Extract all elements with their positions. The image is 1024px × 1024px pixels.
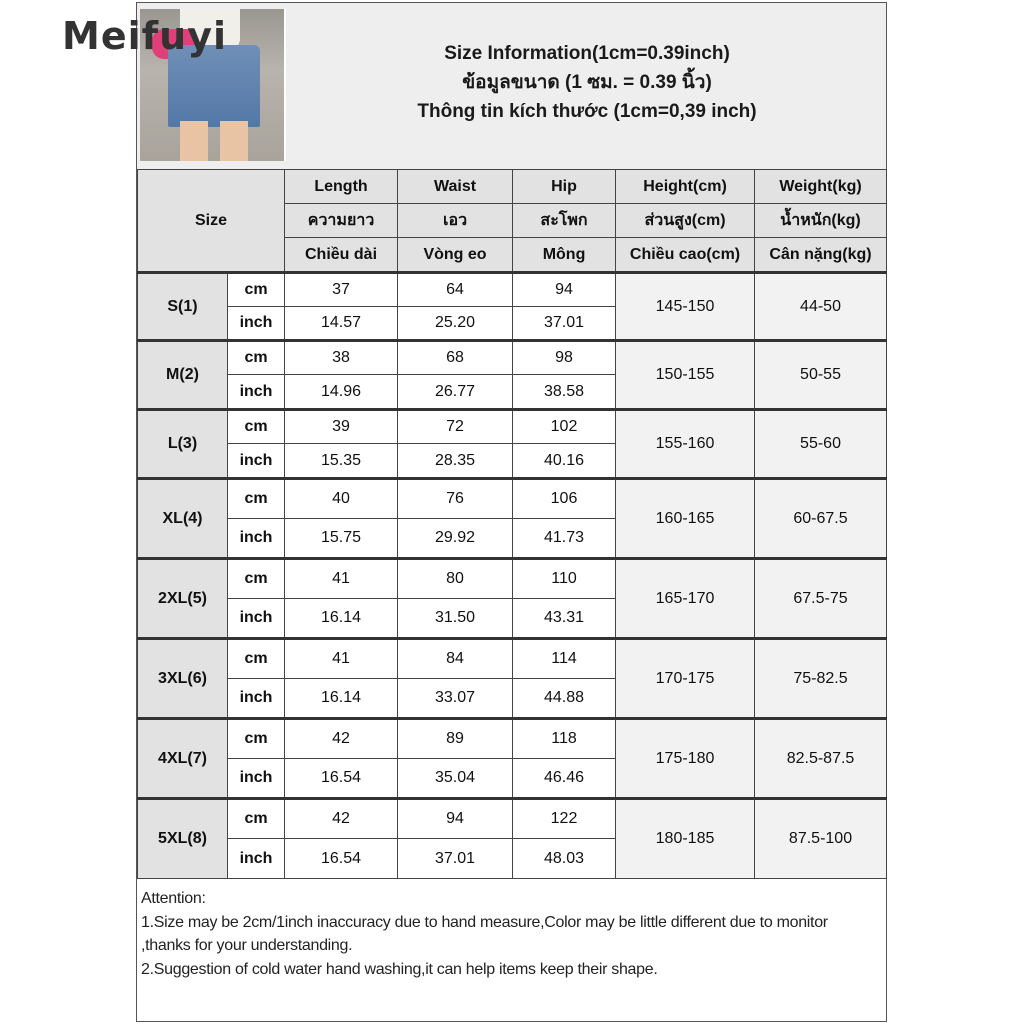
height-range: 145-150 xyxy=(616,273,755,341)
unit-label: inch xyxy=(228,839,285,879)
info-line-thai: ข้อมูลขนาด (1 ซม. = 0.39 นิ้ว) xyxy=(462,72,712,93)
column-header: Height(cm) xyxy=(616,170,755,204)
size-chart-sheet xyxy=(136,2,887,1022)
inch-value: 29.92 xyxy=(398,519,513,559)
info-line-vietnamese: Thông tin kích thước (1cm=0,39 inch) xyxy=(417,101,757,122)
attention-note-2: 2.Suggestion of cold water hand washing,it can help items keep their shape. xyxy=(141,960,658,978)
cm-value: 68 xyxy=(398,341,513,375)
inch-value: 14.96 xyxy=(285,375,398,410)
inch-value: 41.73 xyxy=(513,519,616,559)
height-range: 170-175 xyxy=(616,639,755,719)
weight-range: 82.5-87.5 xyxy=(755,719,887,799)
unit-label: cm xyxy=(228,799,285,839)
table-row xyxy=(138,479,887,519)
table-row xyxy=(138,719,887,759)
column-header: Waist xyxy=(398,170,513,204)
inch-value: 28.35 xyxy=(398,444,513,479)
column-header-thai: เอว xyxy=(398,204,513,238)
column-header-thai: น้ำหนัก(kg) xyxy=(755,204,887,238)
unit-label: cm xyxy=(228,639,285,679)
unit-label: inch xyxy=(228,375,285,410)
cm-value: 40 xyxy=(285,479,398,519)
table-row xyxy=(138,559,887,599)
cm-value: 42 xyxy=(285,799,398,839)
size-label: L(3) xyxy=(138,410,228,479)
unit-label: inch xyxy=(228,599,285,639)
cm-value: 64 xyxy=(398,273,513,307)
inch-value: 16.14 xyxy=(285,679,398,719)
inch-value: 35.04 xyxy=(398,759,513,799)
cm-value: 41 xyxy=(285,639,398,679)
unit-label: cm xyxy=(228,559,285,599)
height-range: 160-165 xyxy=(616,479,755,559)
unit-label: cm xyxy=(228,273,285,307)
unit-label: inch xyxy=(228,759,285,799)
cm-value: 84 xyxy=(398,639,513,679)
weight-range: 44-50 xyxy=(755,273,887,341)
height-range: 165-170 xyxy=(616,559,755,639)
table-row xyxy=(138,341,887,375)
inch-value: 15.75 xyxy=(285,519,398,559)
inch-value: 44.88 xyxy=(513,679,616,719)
cm-value: 39 xyxy=(285,410,398,444)
height-range: 155-160 xyxy=(616,410,755,479)
cm-value: 106 xyxy=(513,479,616,519)
attention-title: Attention: xyxy=(141,890,206,907)
inch-value: 40.16 xyxy=(513,444,616,479)
inch-value: 31.50 xyxy=(398,599,513,639)
cm-value: 102 xyxy=(513,410,616,444)
unit-label: inch xyxy=(228,307,285,341)
unit-label: inch xyxy=(228,519,285,559)
unit-label: cm xyxy=(228,410,285,444)
size-label: M(2) xyxy=(138,341,228,410)
weight-range: 55-60 xyxy=(755,410,887,479)
weight-range: 50-55 xyxy=(755,341,887,410)
cm-value: 72 xyxy=(398,410,513,444)
column-header-thai: ความยาว xyxy=(285,204,398,238)
inch-value: 25.20 xyxy=(398,307,513,341)
inch-value: 37.01 xyxy=(513,307,616,341)
column-header: Weight(kg) xyxy=(755,170,887,204)
size-label: XL(4) xyxy=(138,479,228,559)
inch-value: 14.57 xyxy=(285,307,398,341)
size-label: 2XL(5) xyxy=(138,559,228,639)
cm-value: 118 xyxy=(513,719,616,759)
column-header-vietnamese: Mông xyxy=(513,238,616,273)
cm-value: 41 xyxy=(285,559,398,599)
cm-value: 80 xyxy=(398,559,513,599)
weight-range: 60-67.5 xyxy=(755,479,887,559)
weight-range: 75-82.5 xyxy=(755,639,887,719)
column-header-thai: ส่วนสูง(cm) xyxy=(616,204,755,238)
cm-value: 42 xyxy=(285,719,398,759)
height-range: 150-155 xyxy=(616,341,755,410)
unit-label: cm xyxy=(228,479,285,519)
size-header: Size xyxy=(138,170,285,273)
info-line-english: Size Information(1cm=0.39inch) xyxy=(444,43,730,64)
size-table xyxy=(137,169,887,879)
weight-range: 67.5-75 xyxy=(755,559,887,639)
inch-value: 16.14 xyxy=(285,599,398,639)
column-header-vietnamese: Chiều cao(cm) xyxy=(616,238,755,273)
column-header-vietnamese: Chiều dài xyxy=(285,238,398,273)
table-row xyxy=(138,639,887,679)
size-information-title xyxy=(287,39,887,126)
cm-value: 114 xyxy=(513,639,616,679)
size-label: 4XL(7) xyxy=(138,719,228,799)
table-row xyxy=(138,273,887,307)
unit-label: inch xyxy=(228,679,285,719)
size-label: S(1) xyxy=(138,273,228,341)
cm-value: 37 xyxy=(285,273,398,307)
inch-value: 16.54 xyxy=(285,759,398,799)
table-row xyxy=(138,410,887,444)
inch-value: 48.03 xyxy=(513,839,616,879)
weight-range: 87.5-100 xyxy=(755,799,887,879)
column-header-vietnamese: Vòng eo xyxy=(398,238,513,273)
cm-value: 110 xyxy=(513,559,616,599)
attention-notes xyxy=(141,887,881,981)
cm-value: 94 xyxy=(513,273,616,307)
column-header: Length xyxy=(285,170,398,204)
column-header-thai: สะโพก xyxy=(513,204,616,238)
brand-watermark: Meifuyi xyxy=(62,14,227,58)
size-label: 5XL(8) xyxy=(138,799,228,879)
cm-value: 122 xyxy=(513,799,616,839)
table-row xyxy=(138,799,887,839)
inch-value: 46.46 xyxy=(513,759,616,799)
unit-label: inch xyxy=(228,444,285,479)
height-range: 175-180 xyxy=(616,719,755,799)
size-label: 3XL(6) xyxy=(138,639,228,719)
unit-label: cm xyxy=(228,719,285,759)
cm-value: 76 xyxy=(398,479,513,519)
inch-value: 16.54 xyxy=(285,839,398,879)
column-header-vietnamese: Cân nặng(kg) xyxy=(755,238,887,273)
inch-value: 43.31 xyxy=(513,599,616,639)
cm-value: 94 xyxy=(398,799,513,839)
inch-value: 15.35 xyxy=(285,444,398,479)
inch-value: 37.01 xyxy=(398,839,513,879)
cm-value: 98 xyxy=(513,341,616,375)
cm-value: 38 xyxy=(285,341,398,375)
inch-value: 38.58 xyxy=(513,375,616,410)
chart-header xyxy=(137,3,886,171)
cm-value: 89 xyxy=(398,719,513,759)
unit-label: cm xyxy=(228,341,285,375)
height-range: 180-185 xyxy=(616,799,755,879)
column-header: Hip xyxy=(513,170,616,204)
inch-value: 26.77 xyxy=(398,375,513,410)
inch-value: 33.07 xyxy=(398,679,513,719)
attention-note-1: 1.Size may be 2cm/1inch inaccuracy due to hand measure,Color may be little different due to monitor ,thanks for your understanding. xyxy=(141,913,828,954)
